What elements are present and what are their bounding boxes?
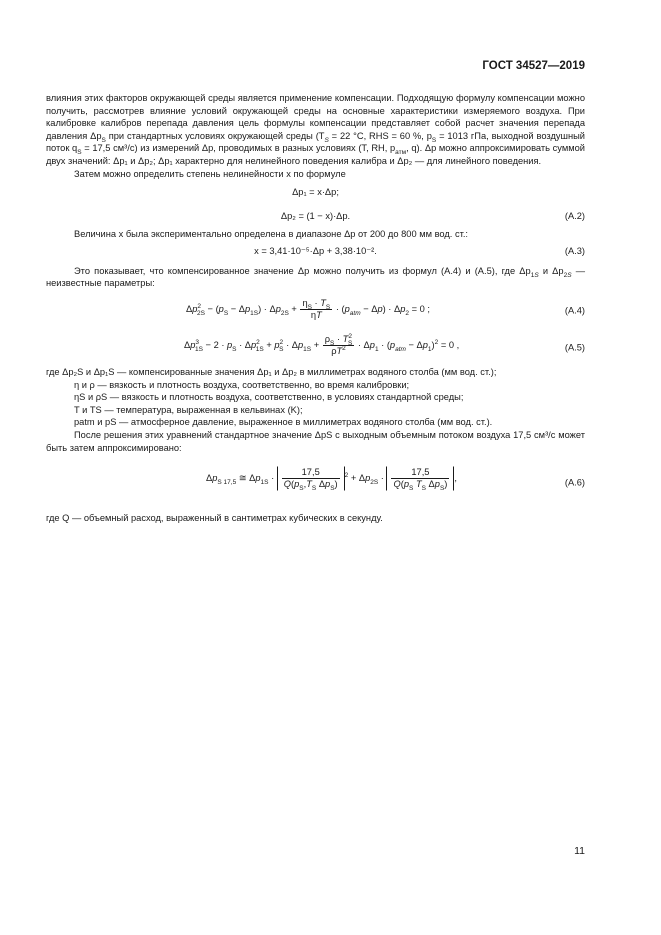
definition-q: где Q — объемный расход, выраженный в сантиметрах кубических в секунду. (46, 513, 383, 524)
definition-temperature: T и TS — температура, выраженная в кельвинах (K); (74, 404, 303, 415)
definition-eta-rho: η и ρ — вязкость и плотность воздуха, соответственно, во время калибровки; (74, 379, 410, 390)
paragraph-standard-value: После решения этих уравнений стандартное значение ΔpS с выходным объемным потоком воздуха 17,5 см³/с может быть затем аппроксимировано: (46, 429, 585, 453)
fraction: $\frac{17,5}{Q(p_S T_S \Delta p_S)}$ (393, 467, 448, 492)
paragraph-compensation: Это показывает, что компенсированное значение Δp можно получить из формул (А.4) и (А.5), где $\Delta p_{1S}$ и $\Delta p_{2S}$ — неизвестные параметры: (46, 265, 585, 289)
equation-a6-expression: $\Delta p_{S 17,5}$ ≅ $\Delta p_{1S}$ · $\frac{17,5}{Q(p_S,T_S \Delta p_S)}$ $^2 + \Delta p_{2S}$ · $\frac{17,5}{Q(p_S T_S \Delta p_S)}$ , (206, 467, 457, 492)
equation-a6 (46, 458, 585, 508)
document-body (46, 92, 585, 525)
definition-eta-rho-s: ηS и ρS — вязкость и плотность воздуха, соответственно, в условиях стандартной среды; (74, 392, 464, 403)
bracket-group (277, 466, 345, 491)
text-span: при стандартных условиях окружающей среды (T (105, 130, 325, 141)
fraction: $\frac{\eta_S \cdot T_S}{\eta T}$ (302, 297, 331, 320)
text-span: — неизвестные параметры: (46, 265, 585, 289)
equation-a3 (46, 243, 585, 261)
equation-a5-expression: $\Delta p^3_{1S} - 2 \cdot p_S \cdot \Delta p^2_{1S} + p^2_S \cdot \Delta p_{1S}$ + $\frac{\rho_S \cdot T^2_S}{\rho T^2}$ · $\Delta p_1 \cdot (p_{atm} - \Delta p_1)^2 = 0$ , (184, 332, 460, 356)
fraction-value: 17,5 (391, 467, 449, 479)
definition-pressure: patm и pS — атмосферное давление, выраженное в миллиметрах водяного столба (мм вод. ст.). (74, 417, 493, 428)
fraction: $\frac{17,5}{Q(p_S,T_S \Delta p_S)}$ (283, 467, 338, 492)
text-span: Это показывает, что компенсированное значение Δp можно получить из формул (А.4) и (А.5), где Δp (74, 265, 531, 276)
equation-number: (A.2) (564, 211, 585, 222)
page-number: 11 (574, 845, 585, 857)
equation-a4-expression: $\Delta p^2_{2S} - (p_S - \Delta p_{1S}) \cdot \Delta p_{2S}$ + $\frac{\eta_S \cdot T_S}{\eta T}$ · $(p_{atm} - \Delta p) \cdot \Delta p_2 = 0$ ; (186, 297, 430, 320)
equation-a4 (46, 294, 585, 328)
equation-a5 (46, 330, 585, 366)
paragraph-nonlinearity: Затем можно определить степень нелинейности x по формуле (74, 168, 346, 179)
fraction: $\frac{\rho_S \cdot T^2_S}{\rho T^2}$ (324, 332, 353, 356)
doc-code: ГОСТ 34527—2019 (482, 60, 585, 72)
equation-text: Δp₁ = x·Δp; (292, 187, 339, 198)
equation-number: (A.5) (564, 342, 585, 353)
equation-number: (A.4) (564, 305, 585, 316)
text-span: = 17,5 см³/с) из измерений Δp, проводимых в разных условиях (T, RH, p (81, 143, 396, 154)
equation-number: (A.3) (564, 245, 585, 256)
paragraph-intro: влияния этих факторов окружающей среды является применение компенсации. Подходящую формулу компенсации можно получить, рассмотрев влияние условий окружающей среды на основные характеристики измеряемого воздуха. При калибровке калибров перепада давления цель формулы компенсации представляет собой расчет значения перепада давления $\Delta p_S$ при стандартных условиях окружающей среды ($T_S = 22$ °C, RHS = 60 %, $p_S = 1013$ гПа, выходной воздушный поток $q_S = 17,5$ см³/с) из измерений Δp, проводимых в разных условиях (T, RH, $p_{атм}$, q). Δp можно аппроксимировать суммой двух значений: Δp₁ и Δp₂; Δp₁ характерно для нелинейного поведения калибра и Δp₂ — для линейного поведения. (46, 93, 585, 166)
bracket-group (386, 466, 454, 491)
text-span: = 22 °C, RHS = 60 %, p (328, 130, 432, 141)
paragraph-range: Величина x была экспериментально определена в диапазоне Δp от 200 до 800 мм вод. ст.: (74, 229, 469, 240)
text-span: влияния этих факторов окружающей среды является применение компенсации. Подходящую формулу компенсации можно получить, рассмотрев влияние условий окружающей среды на основные характеристики измеряемого воздуха. При калибровке калибров перепада давления цель формулы компенсации представляет собой расчет значения перепада давления Δp (46, 93, 585, 141)
equation-dp1 (46, 184, 585, 202)
equation-a2 (46, 208, 585, 226)
text-span: и Δp (538, 265, 564, 276)
equation-number: (A.6) (564, 477, 585, 488)
fraction-value: 17,5 (282, 467, 340, 479)
equation-text: x = 3,41·10⁻⁵·Δp + 3,38·10⁻². (254, 245, 377, 256)
text-span: = 1013 гПа, выходной воздушный поток q (46, 130, 585, 154)
text-span: , q). Δp можно аппроксимировать суммой двух значений: Δp₁ и Δp₂; Δp₁ характерно для нелинейного поведения калибра и Δp₂ — для линейного поведения. (46, 143, 585, 166)
definition-dp: где Δp₂S и Δp₁S — компенсированные значения Δp₁ и Δp₂ в миллиметрах водяного столба (мм вод. ст.); (46, 366, 497, 377)
equation-text: Δp₂ = (1 − x)·Δp. (280, 211, 351, 222)
